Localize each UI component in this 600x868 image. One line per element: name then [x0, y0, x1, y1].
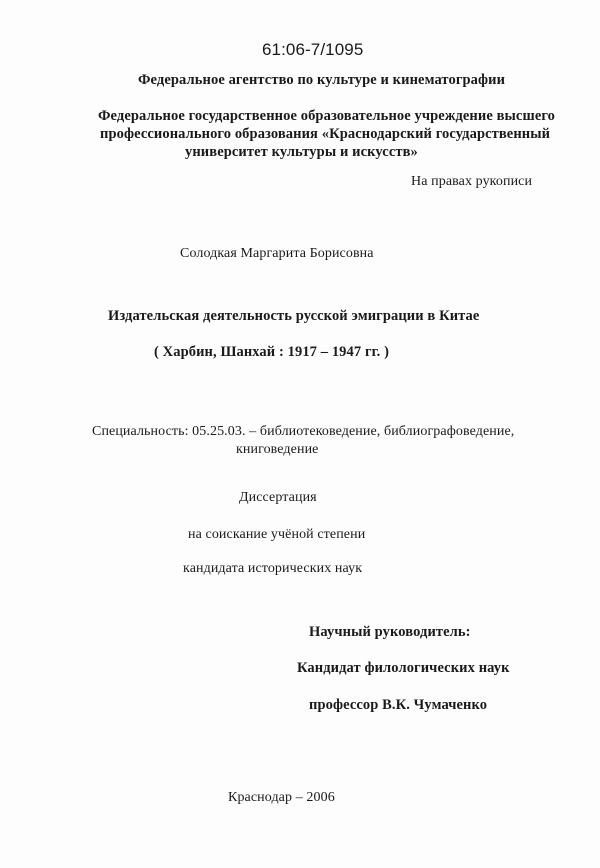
- specialty-line-1: Специальность: 05.25.03. – библиотековедение, библиографоведение,: [92, 424, 515, 439]
- institution-line-1: Федеральное государственное образовательное учреждение высшего: [98, 108, 556, 124]
- degree-line-1: на соискание учёной степени: [188, 527, 366, 542]
- dissertation-label: Диссертация: [239, 490, 317, 505]
- supervisor-label: Научный руководитель:: [309, 624, 471, 640]
- supervisor-degree: Кандидат филологических наук: [297, 660, 510, 676]
- manuscript-rights: На правах рукописи: [411, 174, 533, 189]
- city-year: Краснодар – 2006: [228, 790, 335, 805]
- archive-code: 61:06-7/1095: [262, 40, 364, 59]
- specialty-line-2: книговедение: [236, 442, 319, 457]
- dissertation-title: Издательская деятельность русской эмиграции в Китае: [108, 308, 480, 324]
- institution-line-2: профессионального образования «Краснодарский государственный: [100, 126, 551, 142]
- degree-line-2: кандидата исторических наук: [183, 561, 363, 576]
- dissertation-subtitle: ( Харбин, Шанхай : 1917 – 1947 гг. ): [154, 344, 390, 360]
- agency-name: Федеральное агентство по культуре и кинематографии: [138, 72, 506, 88]
- institution-line-3: университет культуры и искусств»: [185, 144, 418, 160]
- author-name: Солодкая Маргарита Борисовна: [180, 246, 374, 261]
- supervisor-name: профессор В.К. Чумаченко: [309, 697, 488, 713]
